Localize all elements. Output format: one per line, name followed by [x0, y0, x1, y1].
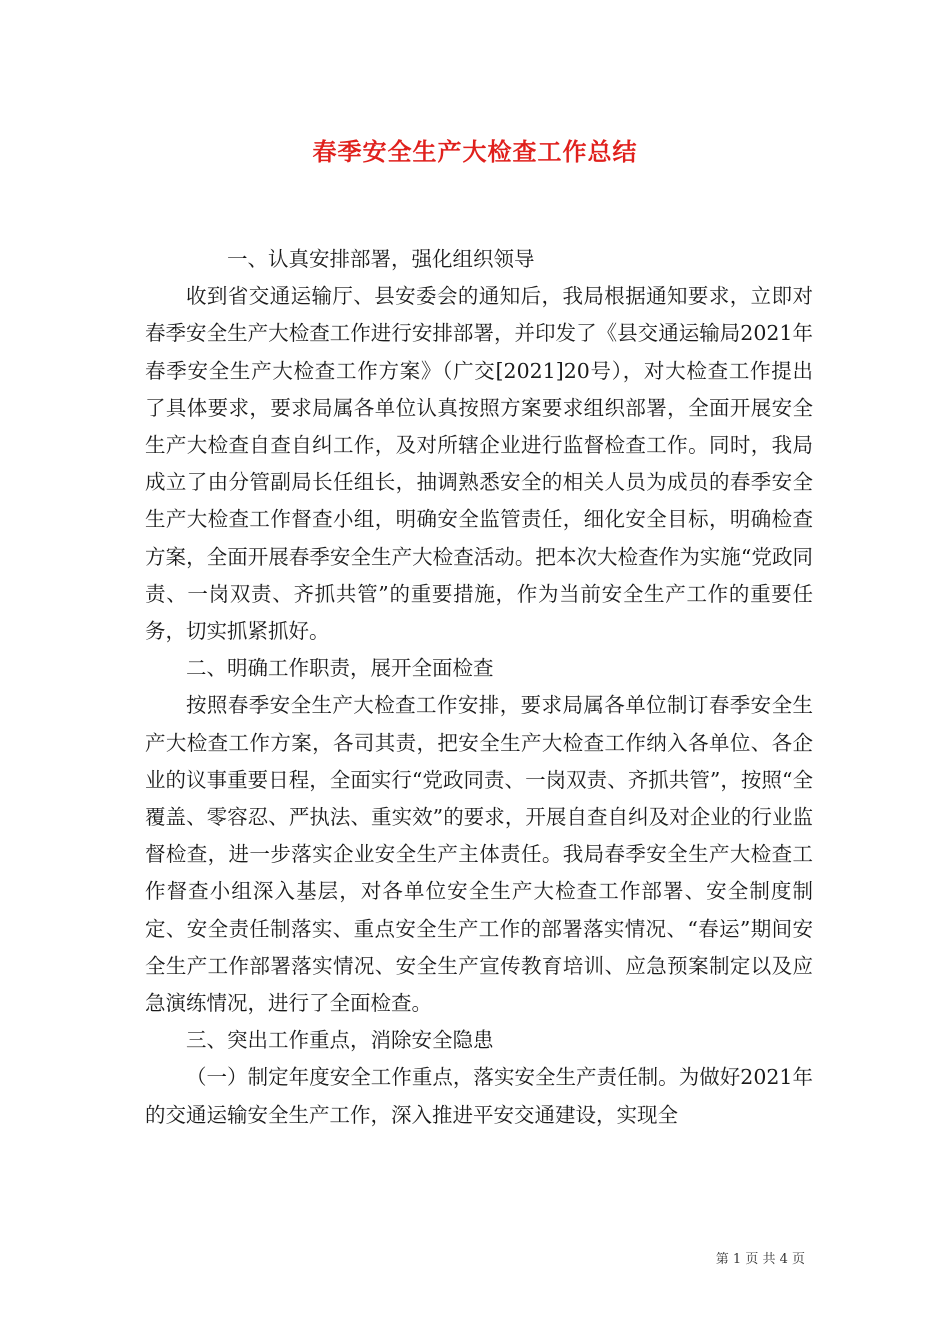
document-body — [145, 241, 813, 1134]
body-paragraph-1: 收到省交通运输厅、县安委会的通知后，我局根据通知要求，立即对春季安全生产大检查工作进行安排部署，并印发了《县交通运输局2021年春季安全生产大检查工作方案》（广交[2021]20号），对大检查工作提出了具体要求，要求局属各单位认真按照方案要求组织部署，全面开展安全生产大检查自查自纠工作，及对所辖企业进行监督检查工作。同时，我局成立了由分管副局长任组长，抽调熟悉安全的相关人员为成员的春季安全生产大检查工作督查小组，明确安全监管责任，细化安全目标，明确检查方案，全面开展春季安全生产大检查活动。把本次大检查作为实施“党政同责、一岗双责、齐抓共管”的重要措施，作为当前安全生产工作的重要任务，切实抓紧抓好。 — [145, 284, 813, 644]
body-paragraph-3: （一）制定年度安全工作重点，落实安全生产责任制。为做好2021年的交通运输安全生产工作，深入推进平安交通建设，实现全 — [145, 1065, 813, 1127]
body-paragraph-2: 按照春季安全生产大检查工作安排，要求局属各单位制订春季安全生产大检查工作方案，各司其责，把安全生产大检查工作纳入各单位、各企业的议事重要日程，全面实行“党政同责、一岗双责、齐抓共管”，按照“全覆盖、零容忍、严执法、重实效”的要求，开展自查自纠及对企业的行业监督检查，进一步落实企业安全生产主体责任。我局春季安全生产大检查工作督查小组深入基层，对各单位安全生产大检查工作部署、安全制度制定、安全责任制落实、重点安全生产工作的部署落实情况、“春运”期间安全生产工作部署落实情况、安全生产宣传教育培训、应急预案制定以及应急演练情况，进行了全面检查。 — [145, 693, 813, 1016]
section-heading-3: 三、突出工作重点，消除安全隐患 — [186, 1028, 494, 1053]
section-heading-2: 二、明确工作职责，展开全面检查 — [186, 656, 494, 681]
document-title: 春季安全生产大检查工作总结 — [312, 137, 638, 166]
section-heading-1: 一、认真安排部署，强化组织领导 — [227, 247, 535, 271]
page-number-footer: 第 1 页 共 4 页 — [715, 1252, 805, 1267]
